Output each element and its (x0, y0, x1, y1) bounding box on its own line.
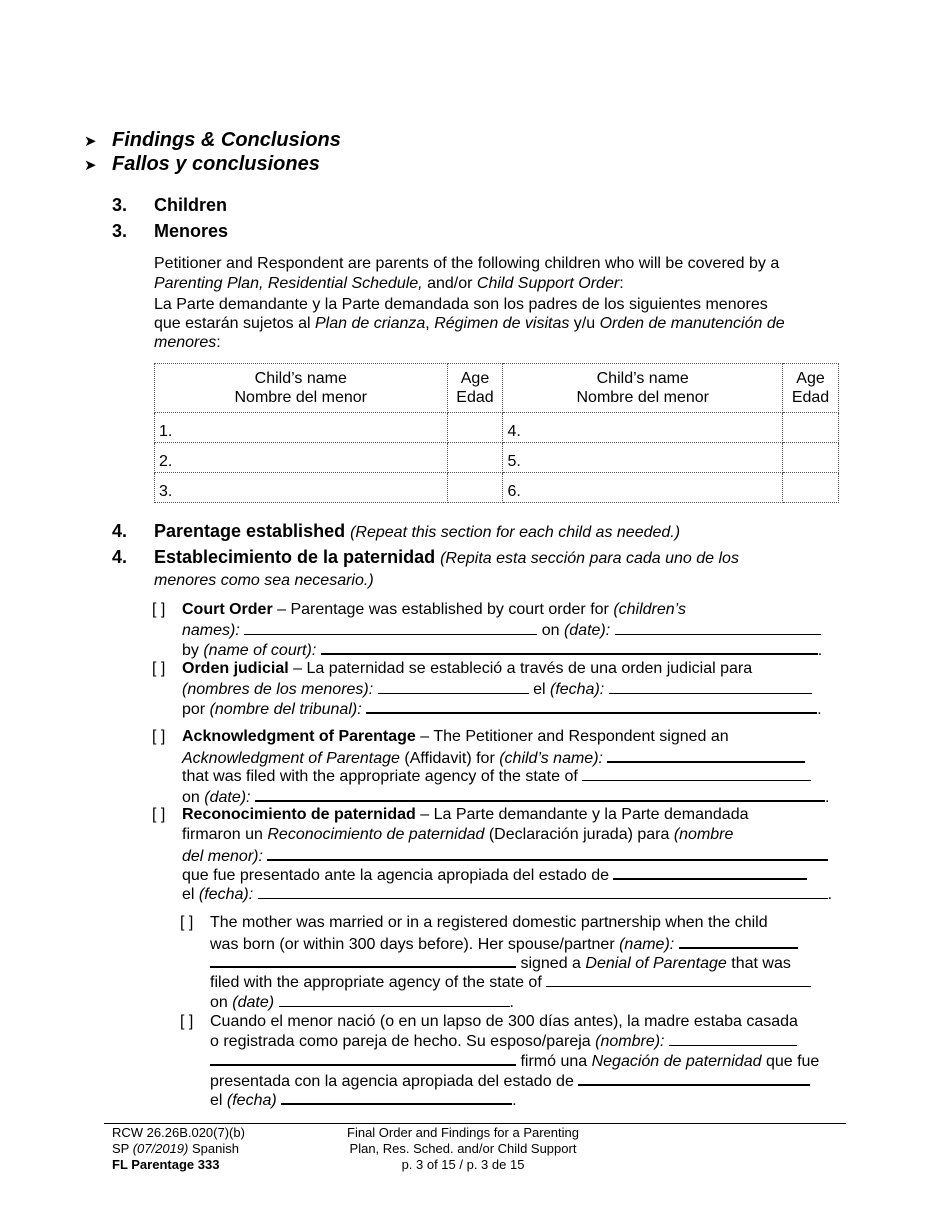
pareja-nombre-field-2[interactable] (210, 1050, 516, 1066)
children-table (154, 363, 839, 503)
section-3-number: 3. (112, 195, 128, 215)
denial-state-field[interactable] (546, 972, 811, 987)
madre-casada-option: Cuando el menor nació (o en un lapso de 300 días antes), la madre estaba casada (210, 1013, 798, 1030)
pareja-nombre-field[interactable] (669, 1031, 797, 1046)
child-age-cell[interactable] (447, 443, 503, 473)
nombres-menores-field[interactable] (378, 679, 529, 694)
orden-judicial-option: Orden judicial – La paternidad se estableció a través de una orden judicial para (182, 660, 753, 677)
child-name-cell[interactable]: 1. (155, 413, 448, 443)
table-row (155, 443, 839, 473)
page-number: p. 3 of 15 / p. 3 de 15 (401, 1157, 525, 1172)
child-name-cell[interactable]: 5. (503, 443, 783, 473)
col-child-name: Child’s name Nombre del menor (155, 364, 448, 413)
spouse-name-field-2[interactable] (210, 952, 516, 968)
nombre-tribunal-field[interactable] (366, 698, 817, 714)
section-3-paragraph-es: La Parte demandante y la Parte demandada son los padres de los siguientes menores (154, 296, 768, 313)
negacion-estado-field[interactable] (578, 1070, 810, 1086)
section-3-paragraph-en: Petitioner and Respondent are parents of the following children who will be covered by a (154, 255, 780, 272)
rec-nombre-menor-field[interactable] (267, 845, 828, 861)
section-4-number-es: 4. (112, 547, 128, 567)
court-order-option: Court Order – Parentage was established by court order for (children’s (182, 601, 686, 618)
ack-date-field[interactable] (255, 786, 825, 802)
children-table-header (155, 364, 839, 413)
col-age-2: Age Edad (783, 364, 839, 413)
orden-fecha-field[interactable] (609, 679, 812, 694)
section-4-title-en: Parentage established (Repeat this section for each child as needed.) (154, 521, 681, 541)
section-3-number-es: 3. (112, 221, 128, 241)
court-order-date-field[interactable] (615, 620, 821, 635)
ack-state-field[interactable] (582, 766, 811, 781)
ack-child-name-field[interactable] (607, 747, 805, 763)
arrow-bullet-icon: ➤ (84, 133, 97, 150)
section-3-title-en: Children (154, 195, 228, 215)
child-name-cell[interactable]: 4. (503, 413, 783, 443)
spouse-name-field[interactable] (679, 933, 798, 949)
table-row (155, 473, 839, 503)
heading-findings: Findings & Conclusions (112, 129, 341, 151)
table-row (155, 413, 839, 443)
mother-married-option: The mother was married or in a registered domestic partnership when the child (210, 914, 768, 931)
col-child-name-2: Child’s name Nombre del menor (503, 364, 783, 413)
orden-judicial-checkbox[interactable]: [ ] (152, 660, 166, 677)
footer-center: Final Order and Findings for a Parenting Plan, Res. Sched. and/or Child Support p. 3 of 15 / p. 3 de 15 (332, 1125, 594, 1173)
mother-en-checkbox[interactable]: [ ] (180, 914, 194, 931)
col-age: Age Edad (447, 364, 503, 413)
child-name-cell[interactable]: 3. (155, 473, 448, 503)
child-age-cell[interactable] (447, 473, 503, 503)
arrow-bullet-icon: ➤ (84, 157, 97, 174)
section-4-title-es: Establecimiento de la paternidad (Repita esta sección para cada uno de los (154, 547, 739, 567)
rec-estado-field[interactable] (613, 864, 807, 880)
acknowledgment-option: Acknowledgment of Parentage – The Petitioner and Respondent signed an (182, 728, 729, 745)
child-name-cell[interactable]: 6. (503, 473, 783, 503)
section-3-title-es: Menores (154, 221, 229, 241)
reconocimiento-checkbox[interactable]: [ ] (152, 806, 166, 823)
child-age-cell[interactable] (783, 413, 839, 443)
section-4-number: 4. (112, 521, 128, 541)
court-order-checkbox[interactable]: [ ] (152, 601, 166, 618)
acknowledgment-checkbox[interactable]: [ ] (152, 728, 166, 745)
heading-fallos: Fallos y conclusiones (112, 153, 320, 175)
court-name-field[interactable] (321, 639, 818, 655)
mother-es-checkbox[interactable]: [ ] (180, 1013, 194, 1030)
child-age-cell[interactable] (447, 413, 503, 443)
child-name-cell[interactable]: 2. (155, 443, 448, 473)
children-names-field[interactable] (244, 620, 537, 635)
rec-fecha-field[interactable] (258, 884, 828, 899)
child-age-cell[interactable] (783, 443, 839, 473)
reconocimiento-option: Reconocimiento de paternidad – La Parte demandante y la Parte demandada (182, 806, 749, 823)
child-age-cell[interactable] (783, 473, 839, 503)
denial-date-field[interactable] (279, 992, 510, 1007)
footer-divider (104, 1123, 846, 1124)
negacion-fecha-field[interactable] (281, 1089, 512, 1105)
footer-left: RCW 26.26B.020(7)(b) SP (07/2019) Spanish FL Parentage 333 (112, 1125, 245, 1172)
